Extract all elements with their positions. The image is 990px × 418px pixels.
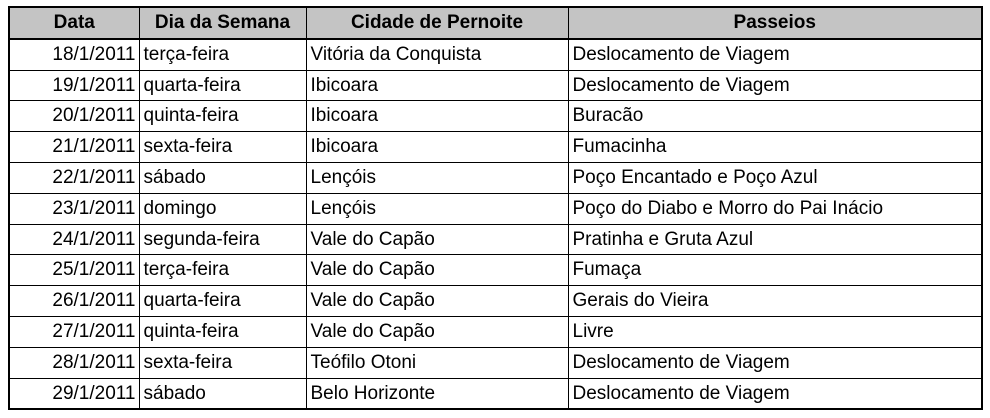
activity-cell: Deslocamento de Viagem: [568, 39, 982, 70]
weekday-cell: segunda-feira: [139, 224, 306, 255]
activity-cell: Pratinha e Gruta Azul: [568, 224, 982, 255]
city-cell: Vale do Capão: [306, 316, 568, 347]
city-cell: Lençóis: [306, 162, 568, 193]
weekday-cell: sábado: [139, 378, 306, 409]
table-row: [9, 39, 982, 70]
table-row: [9, 378, 982, 409]
weekday-cell: quinta-feira: [139, 316, 306, 347]
header-cidade-de-pernoite: Cidade de Pernoite: [306, 7, 568, 39]
weekday-cell: quinta-feira: [139, 101, 306, 132]
date-cell: 29/1/2011: [9, 378, 139, 409]
table-row: [9, 316, 982, 347]
activity-cell: Poço Encantado e Poço Azul: [568, 162, 982, 193]
activity-cell: Buracão: [568, 101, 982, 132]
weekday-cell: quarta-feira: [139, 286, 306, 317]
city-cell: Belo Horizonte: [306, 378, 568, 409]
header-data: Data: [9, 7, 139, 39]
date-cell: 25/1/2011: [9, 255, 139, 286]
date-cell: 20/1/2011: [9, 101, 139, 132]
date-cell: 28/1/2011: [9, 347, 139, 378]
activity-cell: Deslocamento de Viagem: [568, 70, 982, 101]
weekday-cell: terça-feira: [139, 255, 306, 286]
weekday-cell: domingo: [139, 193, 306, 224]
city-cell: Vale do Capão: [306, 286, 568, 317]
header-row: [9, 7, 982, 39]
city-cell: Ibicoara: [306, 132, 568, 163]
date-cell: 23/1/2011: [9, 193, 139, 224]
date-cell: 19/1/2011: [9, 70, 139, 101]
header-dia-da-semana: Dia da Semana: [139, 7, 306, 39]
date-cell: 27/1/2011: [9, 316, 139, 347]
table-row: [9, 255, 982, 286]
table-row: [9, 101, 982, 132]
date-cell: 22/1/2011: [9, 162, 139, 193]
table-row: [9, 286, 982, 317]
table-row: [9, 193, 982, 224]
activity-cell: Deslocamento de Viagem: [568, 378, 982, 409]
city-cell: Vale do Capão: [306, 255, 568, 286]
city-cell: Lençóis: [306, 193, 568, 224]
activity-cell: Poço do Diabo e Morro do Pai Inácio: [568, 193, 982, 224]
header-passeios: Passeios: [568, 7, 982, 39]
activity-cell: Livre: [568, 316, 982, 347]
itinerary-table: [8, 6, 983, 410]
weekday-cell: sábado: [139, 162, 306, 193]
weekday-cell: quarta-feira: [139, 70, 306, 101]
date-cell: 26/1/2011: [9, 286, 139, 317]
activity-cell: Gerais do Vieira: [568, 286, 982, 317]
table-row: [9, 162, 982, 193]
date-cell: 21/1/2011: [9, 132, 139, 163]
weekday-cell: sexta-feira: [139, 347, 306, 378]
date-cell: 18/1/2011: [9, 39, 139, 70]
city-cell: Teófilo Otoni: [306, 347, 568, 378]
weekday-cell: sexta-feira: [139, 132, 306, 163]
weekday-cell: terça-feira: [139, 39, 306, 70]
table-row: [9, 132, 982, 163]
city-cell: Vitória da Conquista: [306, 39, 568, 70]
activity-cell: Deslocamento de Viagem: [568, 347, 982, 378]
table-row: [9, 224, 982, 255]
activity-cell: Fumaça: [568, 255, 982, 286]
city-cell: Ibicoara: [306, 101, 568, 132]
city-cell: Vale do Capão: [306, 224, 568, 255]
date-cell: 24/1/2011: [9, 224, 139, 255]
activity-cell: Fumacinha: [568, 132, 982, 163]
table-row: [9, 70, 982, 101]
city-cell: Ibicoara: [306, 70, 568, 101]
table-row: [9, 347, 982, 378]
